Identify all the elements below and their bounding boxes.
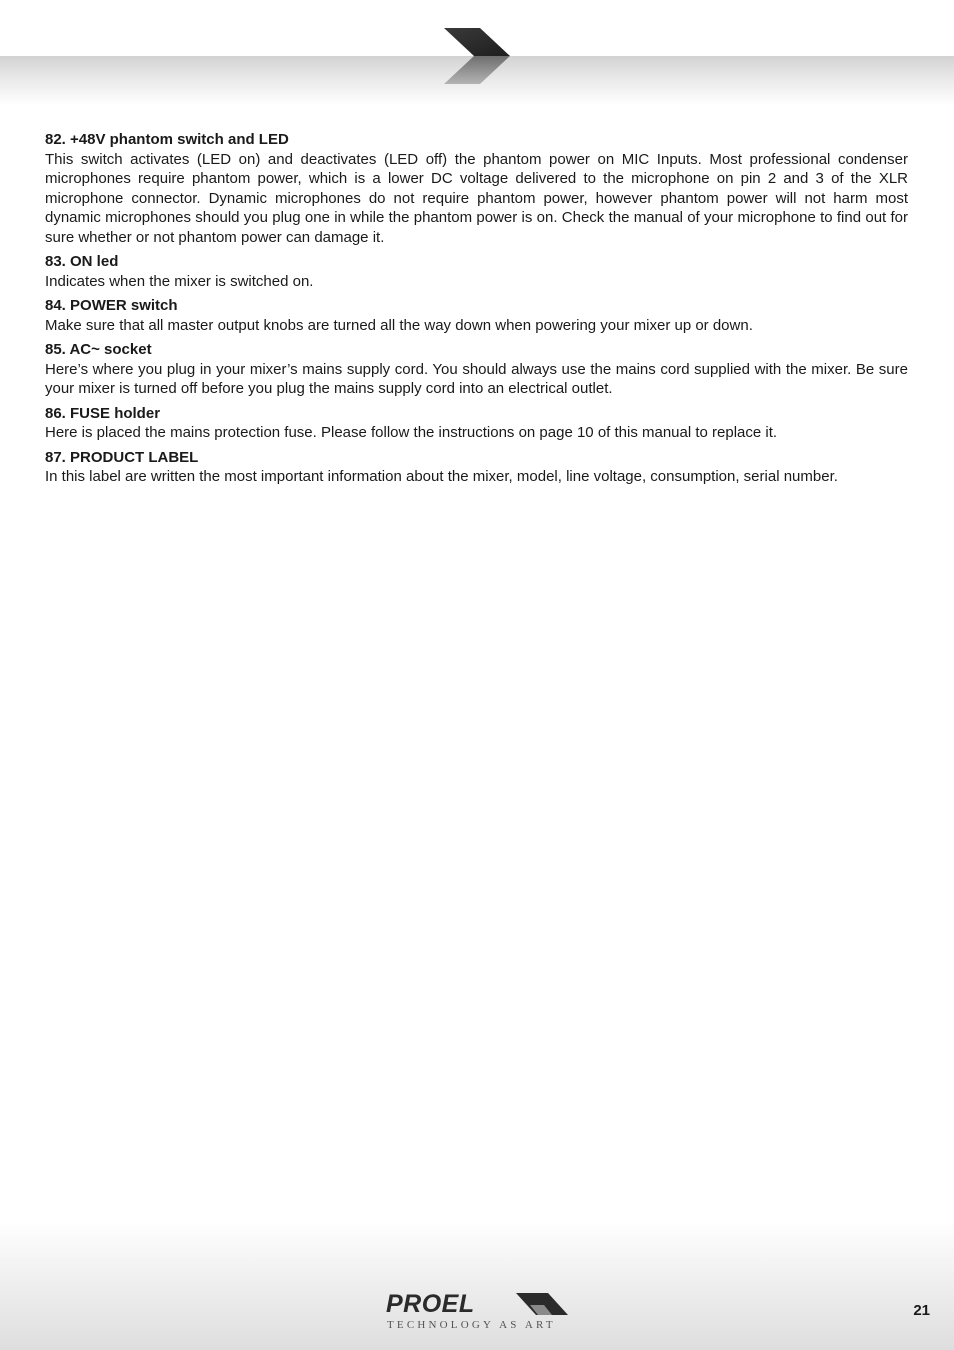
logo-wordmark: PROEL [386,1290,475,1318]
logo-mark-icon [516,1293,568,1315]
logo-tagline: TECHNOLOGY AS ART [387,1319,556,1331]
section-87 [45,448,908,487]
section-title: 85. AC~ socket [45,341,152,358]
section-title: 83. ON led [45,253,119,270]
section-body: Indicates when the mixer is switched on. [45,272,314,290]
section-86 [45,404,908,443]
section-82 [45,130,908,247]
section-84 [45,296,908,335]
section-body: Here’s where you plug in your mixer’s mains supply cord. You should always use the mains cord supplied with the mixer. Be sure your mixer is turned off before you plug the mains supply cord into an electrical outlet. [45,360,908,397]
section-title: 87. PRODUCT LABEL [45,448,199,466]
page-number: 21 [913,1302,930,1319]
section-body: Here is placed the mains protection fuse. Please follow the instructions on page 10 of this manual to replace it. [45,424,778,441]
section-body: This switch activates (LED on) and deactivates (LED off) the phantom power on MIC Inputs. Most professional condenser microphones require phantom power, which is a lower DC voltage delivered to the microphone on pin 2 and 3 of the XLR microphone connector. Dynamic microphones do not require phantom power, however phantom power will not harm most dynamic microphones should you plug one in while the phantom power is on. Check the manual of your microphone to find out for sure whether or not phantom power can damage it. [45,150,908,246]
section-body: Make sure that all master output knobs are turned all the way down when powering your mixer up or down. [45,316,753,334]
section-body: In this label are written the most important information about the mixer, model, line voltage, consumption, serial number. [45,468,838,485]
chevron-right-icon [444,28,510,84]
section-83 [45,252,908,291]
section-title: 86. FUSE holder [45,404,161,422]
brand-logo [386,1290,570,1334]
section-title: 84. POWER switch [45,297,178,314]
document-body [45,130,908,492]
section-title: 82. +48V phantom switch and LED [45,131,289,148]
section-85 [45,340,908,399]
